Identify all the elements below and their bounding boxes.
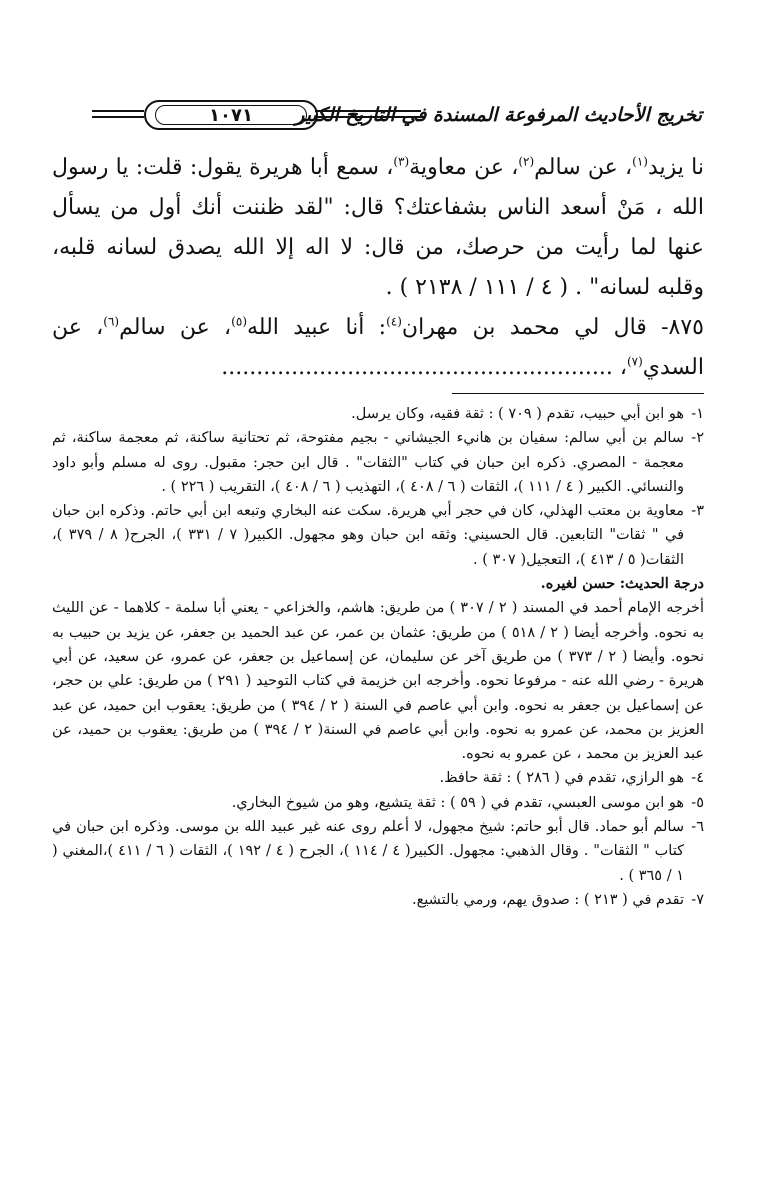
page-number-badge <box>144 100 318 130</box>
book-title: تخريج الأحاديث المرفوعة المسندة في التاريخ الكبير <box>295 104 702 126</box>
header-rule <box>315 110 421 112</box>
hadith-paragraph: نا يزيد$^{(١)}$، عن سالم$^{(٢)}$، عن معاوية$^{(٣)}$، سمع أبا هريرة يقول: قلت: يا رسول الله ، مَنْ أسعد الناس بشفاعتك؟ قال: "لقد ظننت أنك أول من يسأل عنها لما رأيت من حرصك، من قال: لا اله إلا الله يصدق لسانه قلبه، وقلبه لسانه" . ( ٤ / ١١١ / ٢١٣٨ ) . <box>52 154 704 300</box>
footnote-ref: (٢) <box>518 154 535 169</box>
hadith-grade: درجة الحديث: حسن لغيره. <box>540 575 704 593</box>
header-rule <box>315 116 421 118</box>
footnote-ref: (٦) <box>103 314 120 329</box>
footnote: ١-هو ابن أبي حبيب، تقدم ( ٧٠٩ ) : ثقة فقيه، وكان يرسل. <box>351 406 704 422</box>
footnote: ٣-معاوية بن معتب الهذلي، كان في حجر أبي هريرة. سكت عنه البخاري وتبعه ابن أبي حاتم. وذكره ابن حبان في " ثقات" التابعين. قال الحسيني: وثقه ابن حبان وهو مجهول. الكبير( ٧ / ٣٣١ )، الجرح( ٨ / ٣٧٩ )، الثقات( ٥ / ٤١٣ )، التعجيل( ٣٠٧ ) . <box>52 503 704 568</box>
header-rule <box>92 110 144 112</box>
footnote: ٦-سالم أبو حماد. قال أبو حاتم: شيخ مجهول، لا أعلم روى عنه غير عبيد الله بن موسى. وذكره ابن حبان في كتاب " الثقات" . وقال الذهبي: مجهول. الكبير( ٤ / ١١٤ )، الجرح ( ٤ / ١٩٢ )، الثقات ( ٦ / ٤١١ )،المغني ( ١ / ٣٦٥ ) . <box>52 819 704 884</box>
footnote: ٢-سالم بن أبي سالم: سفيان بن هانيء الجيشاني - بجيم مفتوحة، ثم تحتانية ساكنة، ثم معجمة ساكنة، ثم معجمة - المصري. ذكره ابن حبان في كتاب "الثقات" . قال ابن حجر: مقبول. روى له مسلم وأبو داود والنسائي. الكبير ( ٤ / ١١١ )، الثقات ( ٦ / ٤٠٨ )، التهذيب ( ٦ / ٤٠٨ )، التقريب ( ٢٢٦ ) . <box>52 430 704 495</box>
main-text <box>52 148 704 388</box>
footnote-ref: (١) <box>632 154 648 169</box>
takhrij-paragraph: أخرجه الإمام أحمد في المسند ( ٢ / ٣٠٧ ) من طريق: هاشم، والخزاعي - يعني أبا سلمة - كلاهما - عن الليث به نحوه. وأخرجه أيضا ( ٢ / ٥١٨ ) من طريق: عثمان بن عمر، عن عبد الحميد بن جعفر، عن يزيد بن حبيب به نحوه. وأيضا ( ٢ / ٣٧٣ ) من طريق آخر عن سليمان، عن إسماعيل بن جعفر، عن عمرو، عن سعيد، عن أبي هريرة - رضي الله عنه - مرفوعا نحوه. وأخرجه ابن خزيمة في كتاب التوحيد ( ٢٩١ ) من طريق: علي بن حجر، عن إسماعيل بن جعفر به نحوه. وابن أبي عاصم في السنة ( ٢ / ٣٩٤ ) من طريق: يعقوب ابن حميد، عن عبد العزيز بن محمد، عن عمرو به نحوه. وابن أبي عاصم في السنة( ٢ / ٣٩٤ ) من طريق: يعقوب بن حميد، عن عبد العزيز بن محمد ، عن عمرو به نحوه. <box>52 600 705 763</box>
footnote-ref: (٤) <box>386 314 402 329</box>
footnote: ٧-تقدم في ( ٢١٣ ) : صدوق يهم، ورمي بالتشيع. <box>411 891 704 908</box>
page-number: ١٠٧١ <box>209 104 253 126</box>
running-header <box>92 96 702 136</box>
footnote: ٤-هو الرازي، تقدم في ( ٢٨٦ ) : ثقة حافظ. <box>439 770 704 787</box>
footnote-ref: (٣) <box>393 154 410 169</box>
header-rule <box>92 116 144 118</box>
footnote-ref: (٥) <box>231 314 247 329</box>
hadith-paragraph: ٨٧٥- قال لي محمد بن مهران$^{(٤)}$: أنا عبيد الله$^{(٥)}$، عن سالم$^{(٦)}$، عن السدي$^{(٧)}$، ........................................................ <box>52 314 704 380</box>
footnotes <box>52 402 704 912</box>
footnote: ٥-هو ابن موسى العبسي، تقدم في ( ٥٩ ) : ثقة يتشيع، وهو من شيوخ البخاري. <box>231 794 704 811</box>
footnote-ref: (٧) <box>626 354 643 369</box>
footnote-divider <box>452 393 704 394</box>
